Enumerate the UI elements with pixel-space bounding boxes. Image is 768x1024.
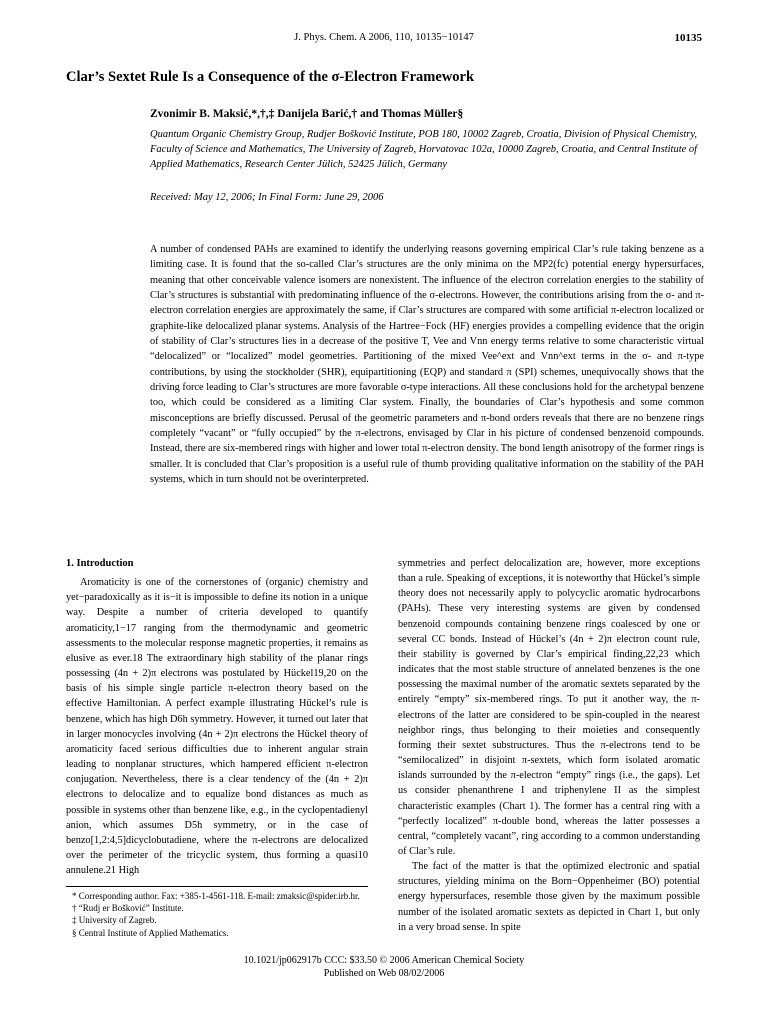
article-title: Clar’s Sextet Rule Is a Consequence of the σ-Electron Framework	[66, 69, 475, 85]
left-column	[66, 556, 368, 878]
right-column	[398, 556, 700, 935]
footnote-affiliation-2: ‡ University of Zagreb.	[72, 915, 157, 926]
received-dates: Received: May 12, 2006; In Final Form: June 29, 2006	[150, 192, 384, 203]
page-number: 10135	[674, 32, 702, 44]
publication-date: Published on Web 08/02/2006	[323, 968, 445, 979]
journal-citation: J. Phys. Chem. A 2006, 110, 10135−10147	[294, 32, 474, 43]
intro-paragraph-1-continued: symmetries and perfect delocalization are, however, more exceptions than a rule. Speaking of exceptions, it is noteworthy that Hückel’s simple theory does not necessarily apply to polycyclic aromatic hydrocarbons (PAHs). These very interesting systems are given by condensed benzenoid compounds containing benzene rings coalesced by one or several CC bonds. Instead of Hückel’s (4n + 2)π electron count rule, their stability is governed by Clar’s empirical finding,22,23 which indicates that the most stable structure of annelated benzenes is the one possessing the maximal number of the aromatic sextets separated by the entirely “empty” six-membered rings. To put it another way, the π-electrons of the latter are considered to be spin-coupled in the nearest neighbor rings, thus belonging to their moieties and consequently forming their sextet substructures. Thus the π-electrons tend to be “semilocalized” in disjoint π-sextets, which form isolated aromatic islands surrounded by the π-electron “empty” rings (i.e., the gaps). Let us consider phenanthrene I and triphenylene II as the simplest characteristic examples (Chart 1). The former has a central ring with a “perfectly localized” π-double bond, whereas the latter possesses a central, “completely vacant”, ring according to a common understanding of Clar’s rule.	[398, 558, 700, 857]
footnote-affiliation-3: § Central Institute of Applied Mathematics.	[72, 927, 229, 938]
doi-copyright-line: 10.1021/jp062917b CCC: $33.50 © 2006 American Chemical Society	[243, 955, 525, 966]
running-head	[66, 32, 702, 48]
section-heading: 1. Introduction	[66, 558, 134, 569]
abstract	[150, 242, 704, 488]
page-footer	[66, 954, 702, 980]
footnote-affiliation-1: † “Rudj er Bošković” Institute.	[72, 903, 184, 914]
footnote-corresponding-author: * Corresponding author. Fax: +385-1-4561-118. E-mail: zmaksic@spider.irb.hr.	[72, 891, 360, 901]
intro-paragraph-2: The fact of the matter is that the optimized electronic and spatial structures, yielding minima on the Born−Oppenheimer (BO) potential energy hypersurfaces, resemble those given by the maximum possible number of the isolated aromatic sextets as depicted in Chart 1, but only in a very broad sense. In spite	[398, 861, 700, 933]
footnotes	[66, 886, 368, 939]
abstract-text: A number of condensed PAHs are examined to identify the underlying reasons governing empirical Clar’s rule taking benzene as a limiting case. It is found that the so-called Clar’s structures are the only minima on the MP2(fc) potential energy hypersurfaces, meaning that other conceivable valence isomers are nonexistent. The influence of the electron correlation energies to the stability of Clar’s structures is substantial with predominating influence of the σ-electrons. However, the contributions arising from the σ- and π-electron correlation energies are approximately the same, if Clar’s structures are compared with some artificial π-electron localized or graphite-like delocalized planar systems. Analysis of the Hartree−Fock (HF) energies provides a compelling evidence that the origin of stability of Clar’s structures lies in a decrease of the positive T, Vee and Vnn energy terms relative to some characteristic virtual “delocalized” or “localized” model geometries. Partitioning of the mixed Vee^ext and Vnn^ext terms in the σ- and π-type contributions, by using the stockholder (SHR), equipartitioning (EQP) and standard π (SPI) schemes, unequivocally shows that the driving force leading to Clar’s structures are more favorable σ-type interactions. All these conclusions hold for the archetypal benzene too, which could be considered as a limiting Clar system. Finally, the boundaries of Clar’s hypothesis and some common misconceptions are briefly discussed. Perusal of the geometric parameters and π-bond orders reveals that there are no benzene rings completely “vacant” or “fully occupied” by the π-electrons, envisaged by Clar in his picture of condensed benzenoid compounds. Instead, there are six-membered rings with higher and lower total π-electron density. The bond length anisotropy of the former rings is smaller. It is concluded that Clar’s proposition is a useful rule of thumb providing qualitative information on the stability of the PAH systems, which in turn should not be overinterpreted.	[150, 244, 704, 486]
intro-paragraph-1: Aromaticity is one of the cornerstones of (organic) chemistry and yet−paradoxically as it is−it is impossible to define its notion in a unique way. Despite a number of criteria developed to quantify aromaticity,1−17 ranging from the thermodynamic and geometric assessments to the molecular response magnetic properties, it remains as elusive as ever.18 The extraordinary high stability of the planar rings possessing (4n + 2)π electrons was postulated by Hückel19,20 on the basis of his simple single particle π-electron theory based on the effective Hamiltonian. A perfect example illustrating Hückel’s rule is benzene, which has high D6h symmetry. However, it turned out later that in larger monocycles involving (4n + 2)π electrons the Hückel theory of aromaticity faced serious difficulties due to inherent angular strain leading to nonplanar structures, which hampered efficient π-electron conjugation. Nevertheless, there is a clear tendency of the (4n + 2)π electrons to delocalize and to equalize bond distances as much as possible in systems other than benzene like, e.g., in the cyclopentadienyl anion, which assumes D5h symmetry, or in the case of benzo[1,2:4,5]dicyclobutadiene, where the π-electrons are delocalized over the perimeter of the tricyclic system, thus forming a quasi10 annulene.21 High	[66, 577, 368, 877]
author-list: Zvonimir B. Maksić,*,†,‡ Danijela Barić,† and Thomas Müller§	[150, 108, 464, 120]
affiliations: Quantum Organic Chemistry Group, Rudjer Bošković Institute, POB 180, 10002 Zagreb, Croatia, Division of Physical Chemistry, Faculty of Science and Mathematics, The University of Zagreb, Horvatovac 102a, 10000 Zagreb, Croatia, and Central Institute of Applied Mathematics, Research Center Jülich, 52425 Jülich, Germany	[150, 129, 698, 170]
